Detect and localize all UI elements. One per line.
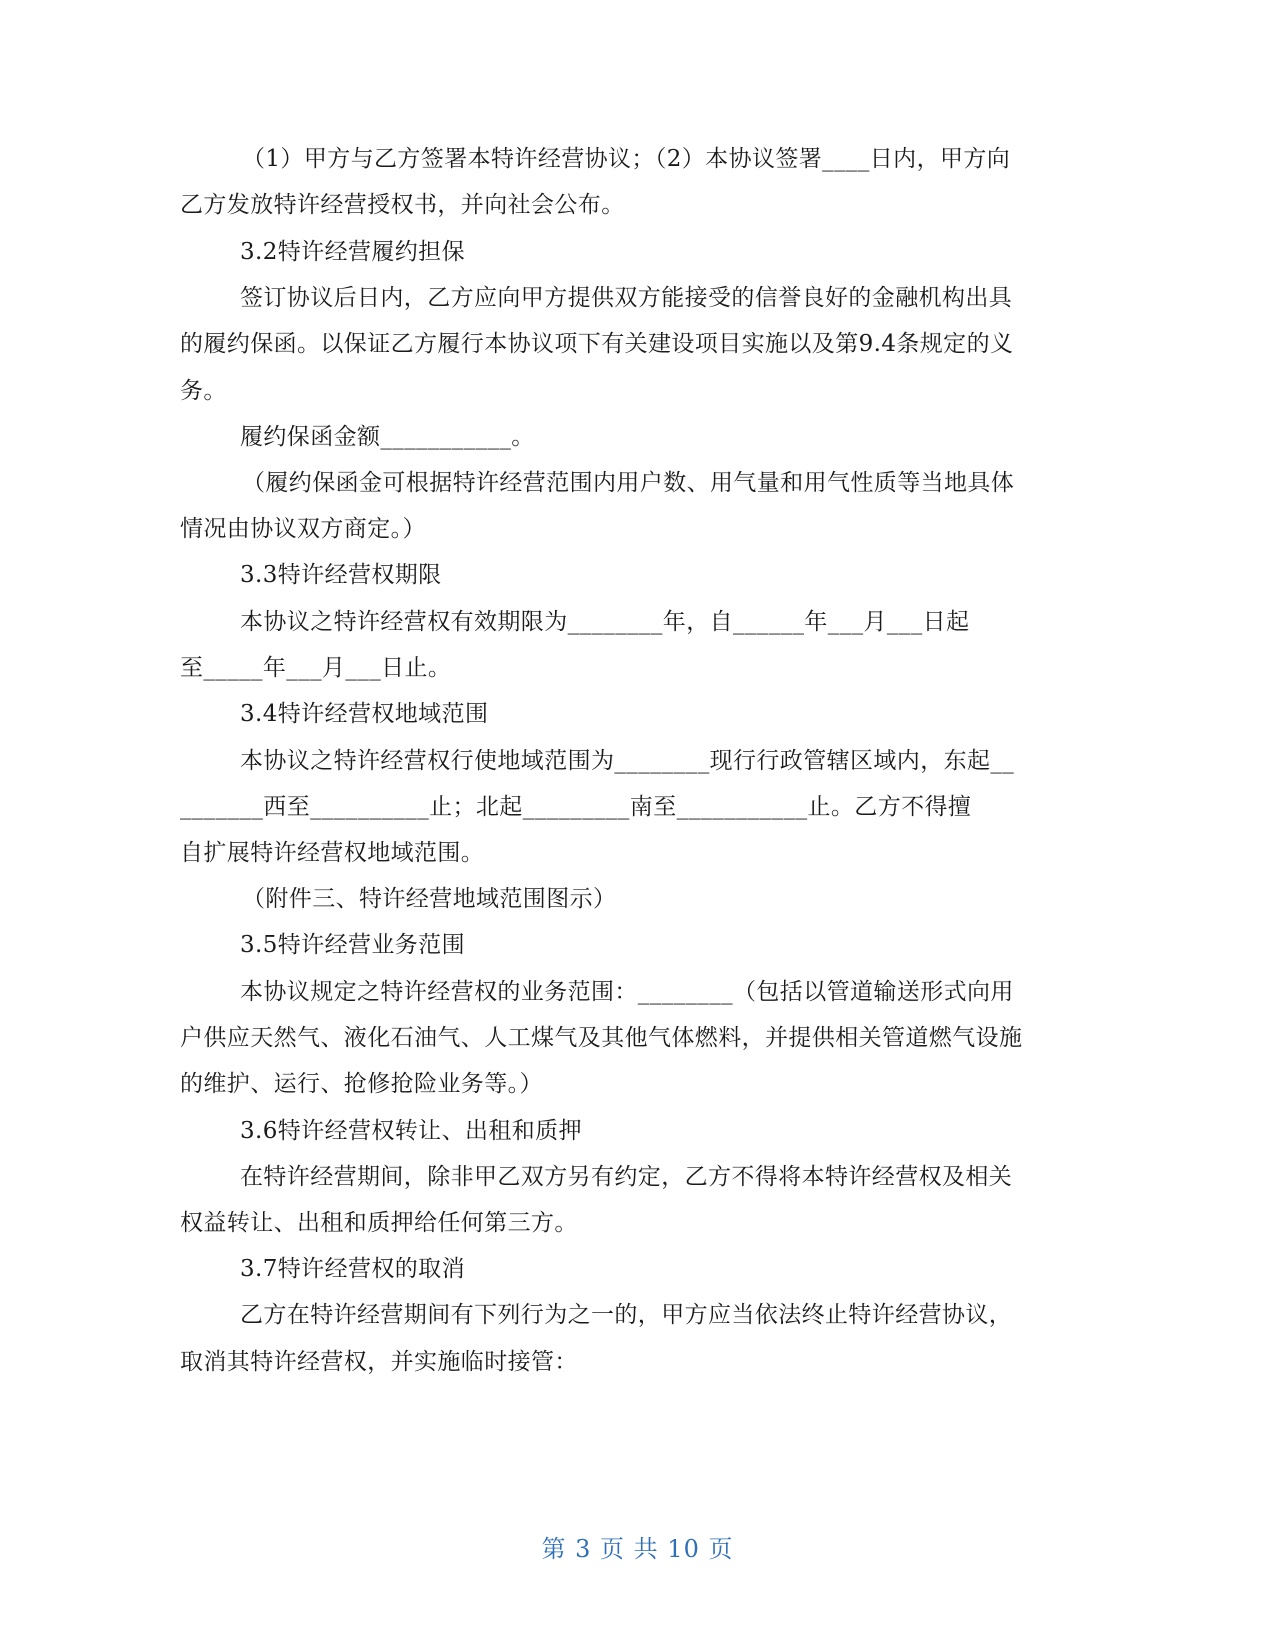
page-number-footer: 第 3 页 共 10 页 [541,1535,734,1563]
paragraph-line: 至_____年___月___日止。 [180,655,452,681]
paragraph-line: 权益转让、出租和质押给任何第三方。 [180,1210,578,1236]
paragraph-line: 履约保函金额___________。 [240,424,535,450]
paragraph-line: 的履约保函。以保证乙方履行本协议项下有关建设项目实施以及第9.4条规定的义 [180,331,1014,357]
section-heading: 3.4特许经营权地域范围 [240,701,489,727]
section-heading: 3.6特许经营权转让、出租和质押 [240,1118,582,1144]
paragraph-line: 签订协议后日内，乙方应向甲方提供双方能接受的信誉良好的金融机构出具 [240,285,1013,311]
paragraph-line: 在特许经营期间，除非甲乙双方另有约定，乙方不得将本特许经营权及相关 [240,1164,1013,1190]
paragraph-line: 户供应天然气、液化石油气、人工煤气及其他气体燃料，并提供相关管道燃气设施 [180,1025,1023,1051]
paragraph-line: 务。 [180,378,227,404]
section-heading: 3.3特许经营权期限 [240,562,442,588]
paragraph-line: _______西至__________止；北起_________南至___________止。乙方不得擅 [180,794,972,820]
paragraph-line: 本协议之特许经营权有效期限为________年，自______年___月___日起 [240,609,970,635]
paragraph-line: （履约保函金可根据特许经营范围内用户数、用气量和用气性质等当地具体 [242,470,1015,496]
paragraph-line: （附件三、特许经营地域范围图示） [242,886,617,912]
paragraph-line: 的维护、运行、抢修抢险业务等。） [180,1071,543,1097]
paragraph-line: 取消其特许经营权，并实施临时接管： [180,1349,578,1375]
paragraph-line: （1）甲方与乙方签署本特许经营协议；（2）本协议签署____日内，甲方向 [242,146,1011,172]
paragraph-line: 本协议规定之特许经营权的业务范围：________（包括以管道输送形式向用 [240,979,1014,1005]
section-heading: 3.2特许经营履约担保 [240,239,465,265]
paragraph-line: 本协议之特许经营权行使地域范围为________现行行政管辖区域内，东起__ [240,748,1015,774]
paragraph-line: 自扩展特许经营权地域范围。 [180,840,485,866]
section-heading: 3.7特许经营权的取消 [240,1256,465,1282]
paragraph-line: 乙方在特许经营期间有下列行为之一的，甲方应当依法终止特许经营协议， [240,1302,1013,1328]
paragraph-line: 情况由协议双方商定。） [180,516,426,542]
paragraph-line: 乙方发放特许经营授权书，并向社会公布。 [180,192,625,218]
section-heading: 3.5特许经营业务范围 [240,932,465,958]
